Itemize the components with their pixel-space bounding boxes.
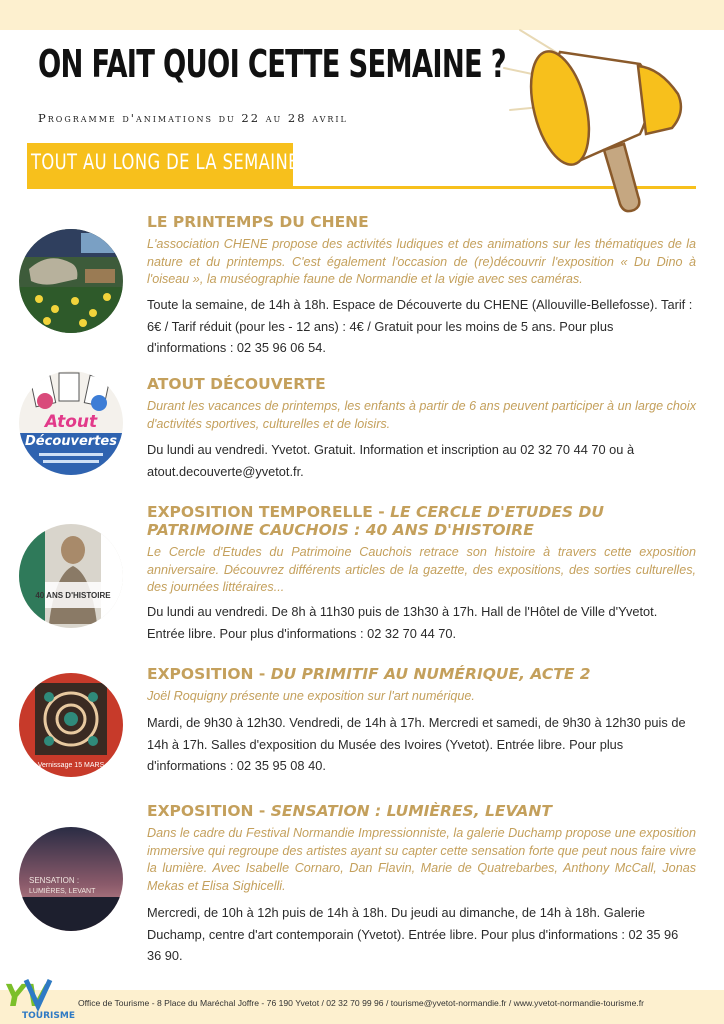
event-photo <box>19 229 123 333</box>
event-title-prefix: EXPOSITION TEMPORELLE - <box>147 503 391 521</box>
event-description: Joël Roquigny présente une exposition sur l'art numérique. <box>147 689 475 703</box>
atout-logo-text-1: Atout <box>44 412 98 432</box>
event-photo <box>19 524 123 628</box>
megaphone-icon <box>500 24 690 224</box>
event-title <box>147 802 696 820</box>
cercle-poster-text: 40 ANS D'HISTOIRE <box>35 591 111 600</box>
event-title <box>147 665 696 683</box>
event-info: Toute la semaine, de 14h à 18h. Espace de Découverte du CHENE (Allouville-Bellefosse). Tarif : 6€ / Tarif réduit (pour les - 12 ans) : 4€ / Gratuit pour les moins de 5 ans. Pour plus d'informations : 02 35 96 06 54. <box>147 297 693 355</box>
page-subtitle: Programme d'animations du 22 au 28 avril <box>38 111 348 125</box>
sensation-poster-text-1: SENSATION : <box>29 876 80 885</box>
event-info: Du lundi au vendredi. Yvetot. Gratuit. Information et inscription au 02 32 70 44 70 ou à atout.decouverte@yvetot.fr. <box>147 442 635 479</box>
event-info: Mardi, de 9h30 à 12h30. Vendredi, de 14h à 17h. Mercredi et samedi, de 9h30 à 12h30 puis de 14h à 17h. Salles d'exposition du Musée des Ivoires (Yvetot). Entrée libre. Pour plus d'informations : 02 35 95 08 40. <box>147 715 686 773</box>
event-title: ATOUT DÉCOUVERTE <box>147 375 326 393</box>
week-banner-label: TOUT AU LONG DE LA SEMAINE <box>31 150 299 174</box>
event-title-italic: DU PRIMITIF AU NUMÉRIQUE, ACTE 2 <box>270 665 591 683</box>
event-photo <box>19 673 123 777</box>
page-title: ON FAIT QUOI CETTE SEMAINE ? <box>38 42 506 86</box>
atout-logo-text-2: Découvertes <box>25 434 117 449</box>
event-description: Dans le cadre du Festival Normandie Impressionniste, la galerie Duchamp propose une exposition immersive qui regroupe des artistes ayant su capter cette sensation forte que peut nous faire vivre la lumière. Avec Isabelle Cornaro, Dan Flavin, Marie de Quatrebarbes, Anthony McCall, Jonas Mekas et Elisa Sighicelli. <box>147 826 696 893</box>
event-info: Du lundi au vendredi. De 8h à 11h30 puis de 13h30 à 17h. Hall de l'Hôtel de Ville d'Yvetot. Entrée libre. Pour plus d'informations : 02 32 70 44 70. <box>147 604 658 641</box>
event-photo <box>19 827 123 931</box>
event-title-italic: LE CERCLE D'ETUDES DU PATRIMOINE CAUCHOIS : 40 ANS D'HISTOIRE <box>147 503 604 539</box>
event-title-italic: SENSATION : LUMIÈRES, LEVANT <box>270 802 552 820</box>
sensation-poster-text-2: LUMIÈRES, LEVANT <box>29 888 96 895</box>
logo-word: TOURISME <box>22 1011 75 1021</box>
event-description: Durant les vacances de printemps, les enfants à partir de 6 ans peuvent participer à un large choix d'activités sportives, culturelles et de loisirs. <box>147 399 696 431</box>
logo-letters: YV <box>4 979 49 1014</box>
event-title-prefix: EXPOSITION - <box>147 802 271 820</box>
event-description: L'association CHENE propose des activités ludiques et des animations sur les thématiques de la nature et du printemps. C'est également l'occasion de (re)découvrir l'exposition « Du Dino à l'oiseau », la muséographie faune de Normandie et la vigie avec ses caméras. <box>147 237 696 286</box>
event-title: LE PRINTEMPS DU CHENE <box>147 213 369 231</box>
footer-contact: Office de Tourisme - 8 Place du Maréchal Joffre - 76 190 Yvetot / 02 32 70 99 96 / tourisme@yvetot-normandie.fr / www.yvetot-normandie-tourisme.fr <box>78 998 644 1008</box>
event-photo <box>19 371 123 475</box>
event-title <box>147 503 696 539</box>
event-description: Le Cercle d'Etudes du Patrimoine Cauchois retrace son histoire à travers cette exposition anniversaire. Découvrez différents articles de la gazette, des expositions, des sorties culturelles, des journées littéraires... <box>147 545 696 594</box>
event-info: Mercredi, de 10h à 12h puis de 14h à 18h. Du jeudi au dimanche, de 14h à 18h. Galerie Duchamp, centre d'art contemporain (Yvetot). Entrée libre. Pour plus d'informations : 02 35 96 36 90. <box>147 905 679 963</box>
event-title-prefix: EXPOSITION - <box>147 665 271 683</box>
primitif-poster-text: Vernissage 15 MARS <box>37 762 105 769</box>
tourism-logo <box>4 976 76 1022</box>
